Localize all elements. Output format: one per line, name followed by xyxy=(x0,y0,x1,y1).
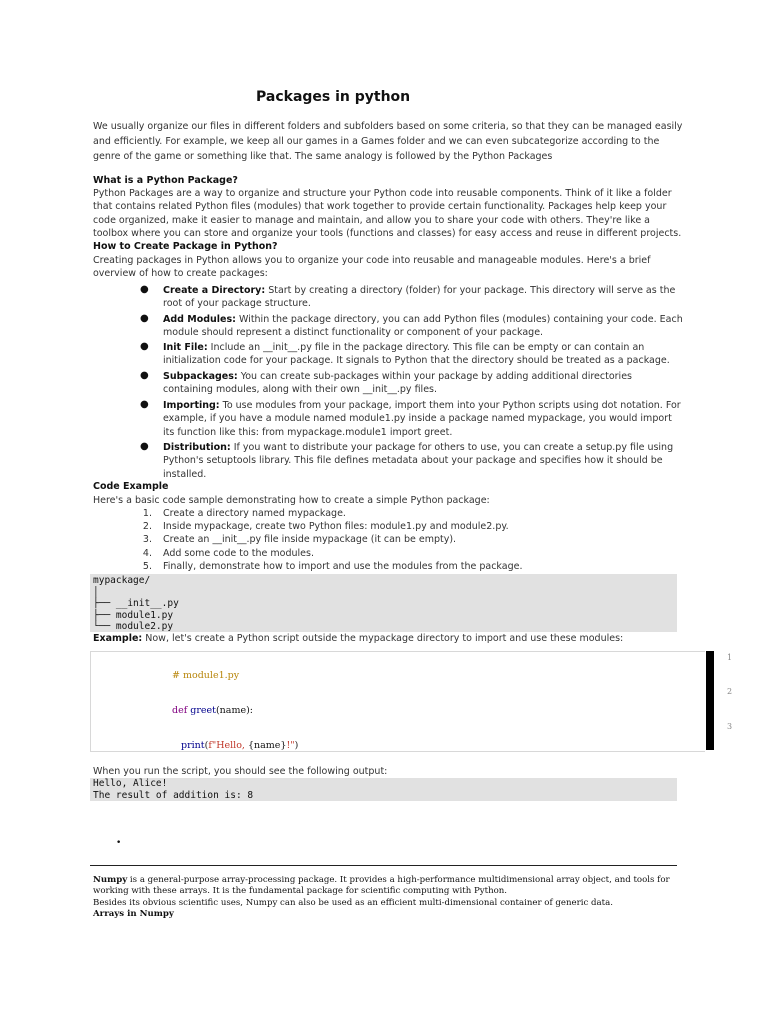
bullet-item-init-file: Init File: Include an __init__.py file in the package directory. This file can be empty or can contain an initialization code for your package. It signals to Python that the directory should be treated as a package. xyxy=(163,342,670,367)
bullet-item-add-modules: Add Modules: Within the package directory, you can add Python files (modules) containing your code. Each module should represent a distinct functionality or component of your package. xyxy=(163,314,683,339)
footer-bullet-icon: • xyxy=(116,838,122,848)
what-paragraph: Python Packages are a way to organize and structure your Python code into reusable components. Think of it like a folder that contains related Python files (modules) that work together to provide certain functionality. Packages help keep your code organized, make it easier to manage and maintain, and allow you to share your code with others. They're like a toolbox where you can store and organize your tools (functions and classes) for easy access and reuse in different projects. xyxy=(93,188,682,240)
numpy-paragraph: Numpy is a general-purpose array-processing package. It provides a high-performance multidimensional array object, and tools for working with these arrays. It is the fundamental package for scientific computing with Python. xyxy=(93,875,670,897)
step-text: Finally, demonstrate how to import and use the modules from the package. xyxy=(163,561,523,572)
step-text: Inside mypackage, create two Python files: module1.py and module2.py. xyxy=(163,521,509,532)
code-function-def: def greet(name): xyxy=(172,705,253,716)
bullet-icon: ● xyxy=(140,441,149,452)
code-example-heading: Code Example xyxy=(93,481,169,492)
line-number: 3 xyxy=(727,722,733,731)
output-intro: When you run the script, you should see the following output: xyxy=(93,766,388,777)
step-number: 5. xyxy=(142,561,152,572)
step-number: 4. xyxy=(142,548,152,559)
page-title: Packages in python xyxy=(256,89,411,105)
output-block: Hello, Alice! The result of addition is: 8 xyxy=(90,778,677,801)
step-text: Add some code to the modules. xyxy=(163,548,314,559)
what-heading: What is a Python Package? xyxy=(93,175,238,186)
step-number: 1. xyxy=(142,508,152,519)
step-text: Create a directory named mypackage. xyxy=(163,508,346,519)
gutter-bar xyxy=(706,651,714,750)
how-paragraph: Creating packages in Python allows you to organize your code into reusable and manageable modules. Here's a brief overview of how to create packages: xyxy=(93,255,651,280)
example-line: Example: Now, let's create a Python script outside the mypackage directory to import and use these modules: xyxy=(93,633,624,644)
bullet-item-create-directory: Create a Directory: Start by creating a directory (folder) for your package. This directory will serve as the root of your package structure. xyxy=(163,285,676,310)
directory-tree-block: mypackage/ │ ├── __init__.py ├── module1.py └── module2.py xyxy=(90,574,677,632)
bullet-icon: ● xyxy=(140,341,149,352)
bullet-icon: ● xyxy=(140,370,149,381)
bullet-item-subpackages: Subpackages: You can create sub-packages within your package by adding additional directories containing modules, along with their own __init__.py files. xyxy=(163,371,632,396)
bullet-icon: ● xyxy=(140,284,149,295)
bullet-item-importing: Importing: To use modules from your package, import them into your Python scripts using dot notation. For example, if you have a module named module1.py inside a package named mypackage, you would import its function like this: from mypackage.module1 import greet. xyxy=(163,400,681,438)
line-number: 2 xyxy=(727,687,733,696)
code-editor-box xyxy=(90,651,705,752)
arrays-heading: Arrays in Numpy xyxy=(93,909,174,919)
bullet-icon: ● xyxy=(140,313,149,324)
step-text: Create an __init__.py file inside mypackage (it can be empty). xyxy=(163,534,457,545)
step-number: 3. xyxy=(142,534,152,545)
numpy-paragraph-2: Besides its obvious scientific uses, Numpy can also be used as an efficient multi-dimensional container of generic data. xyxy=(93,898,613,908)
line-number: 1 xyxy=(727,653,733,662)
how-heading: How to Create Package in Python? xyxy=(93,241,278,252)
code-print-line: print(f"Hello, {name}!") xyxy=(181,740,299,751)
code-intro: Here's a basic code sample demonstrating how to create a simple Python package: xyxy=(93,495,490,506)
divider xyxy=(90,865,677,866)
bullet-item-distribution: Distribution: If you want to distribute your package for others to use, you can create a setup.py file using Python's setuptools library. This file defines metadata about your package and specifies how it should be installed. xyxy=(163,442,674,480)
bullet-icon: ● xyxy=(140,399,149,410)
intro-paragraph: We usually organize our files in different folders and subfolders based on some criteria, so that they can be managed easily and efficiently. For example, we keep all our games in a Games folder and we can even subcategorize according to the genre of the game or something like that. The same analogy is followed by the Python Packages xyxy=(93,121,683,162)
step-number: 2. xyxy=(142,521,152,532)
code-comment: # module1.py xyxy=(172,670,240,681)
